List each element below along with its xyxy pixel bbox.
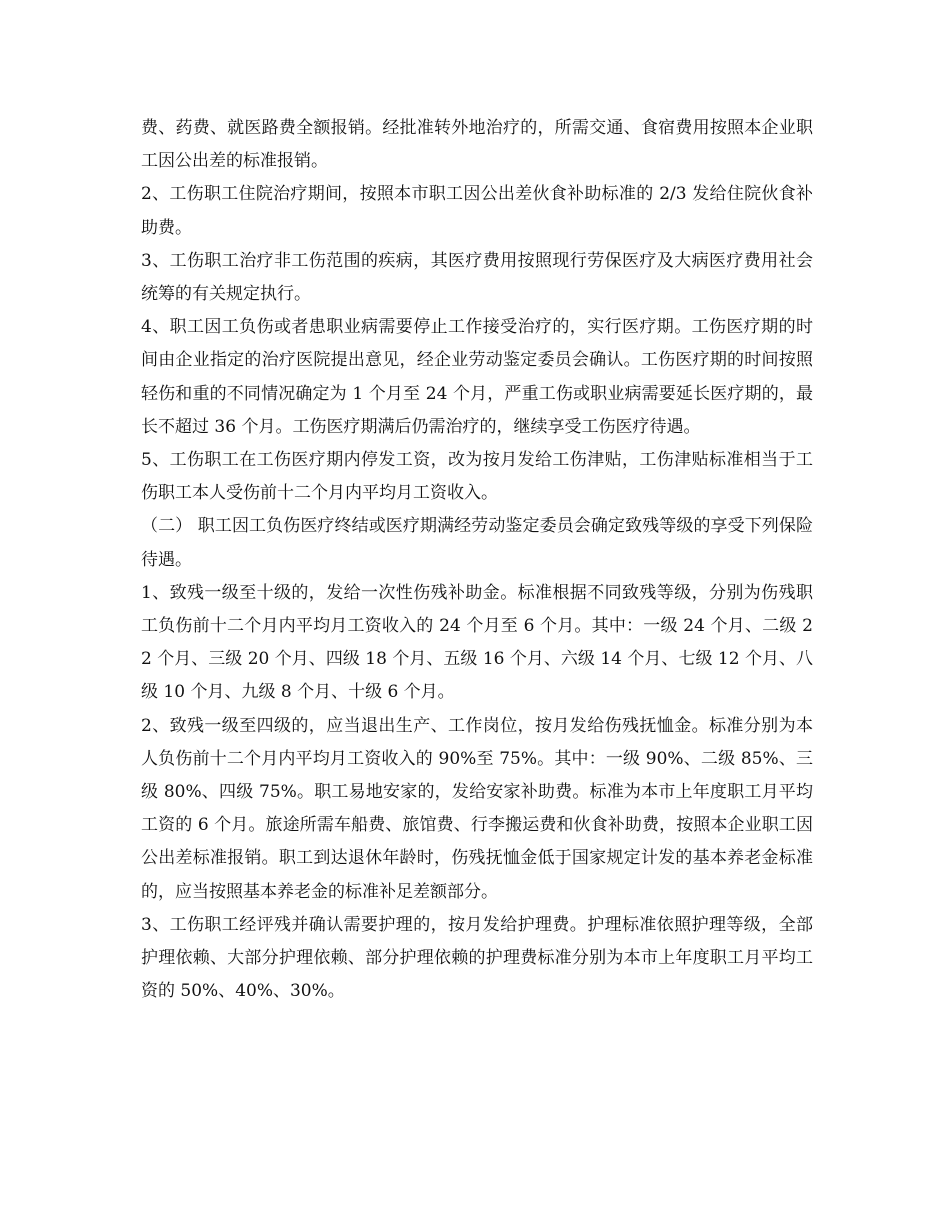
paragraph-hospital-meal-subsidy: 2、工伤职工住院治疗期间，按照本市职工因公出差伙食补助标准的 2/3 发给住院伙食补助费。 (141, 184, 813, 238)
section-heading-disability-benefits: （二） 职工因工负伤医疗终结或医疗期满经劳动鉴定委员会确定致残等级的享受下列保险待遇。 (141, 516, 813, 570)
paragraph-one-time-disability-subsidy: 1、致残一级至十级的，发给一次性伤残补助金。标准根据不同致残等级，分别为伤残职工负伤前十二个月内平均月工资收入的 24 个月至 6 个月。其中：一级 24 个月、二级 22 个月、三级 20 个月、四级 18 个月、五级 16 个月、六级 14 个月、七级 12 个月、八级 10 个月、九级 8 个月、十级 6 个月。 (141, 582, 813, 703)
paragraph-medical-period: 4、职工因工负伤或者患职业病需要停止工作接受治疗的，实行医疗期。工伤医疗期的时间由企业指定的治疗医院提出意见，经企业劳动鉴定委员会确认。工伤医疗期的时间按照轻伤和重的不同情况确定为 1 个月至 24 个月，严重工伤或职业病需要延长医疗期的，最长不超过 36 个月。工伤医疗期满后仍需治疗的，继续享受工伤医疗待遇。 (141, 317, 813, 437)
paragraph-medical-expense-reimbursement: 费、药费、就医路费全额报销。经批准转外地治疗的，所需交通、食宿费用按照本企业职工因公出差的标准报销。 (141, 118, 813, 172)
paragraph-non-injury-disease-treatment: 3、工伤职工治疗非工伤范围的疾病，其医疗费用按照现行劳保医疗及大病医疗费用社会统筹的有关规定执行。 (141, 250, 813, 305)
document-body (141, 112, 813, 1008)
paragraph-disability-pension: 2、致残一级至四级的，应当退出生产、工作岗位，按月发给伤残抚恤金。标准分别为本人负伤前十二个月内平均月工资收入的 90%至 75%。其中：一级 90%、二级 85%、三级 80%、四级 75%。职工易地安家的，发给安家补助费。标准为本市上年度职工月平均工资的 6 个月。旅途所需车船费、旅馆费、行李搬运费和伙食补助费，按照本企业职工因公出差标准报销。职工到达退休年龄时，伤残抚恤金低于国家规定计发的基本养老金标准的，应当按照基本养老金的标准补足差额部分。 (141, 715, 813, 902)
paragraph-injury-allowance: 5、工伤职工在工伤医疗期内停发工资，改为按月发给工伤津贴，工伤津贴标准相当于工伤职工本人受伤前十二个月内平均月工资收入。 (141, 450, 813, 504)
paragraph-nursing-fee: 3、工伤职工经评残并确认需要护理的，按月发给护理费。护理标准依照护理等级，全部护理依赖、大部分护理依赖、部分护理依赖的护理费标准分别为本市上年度职工月平均工资的 50%、40%、30%。 (141, 914, 813, 1002)
